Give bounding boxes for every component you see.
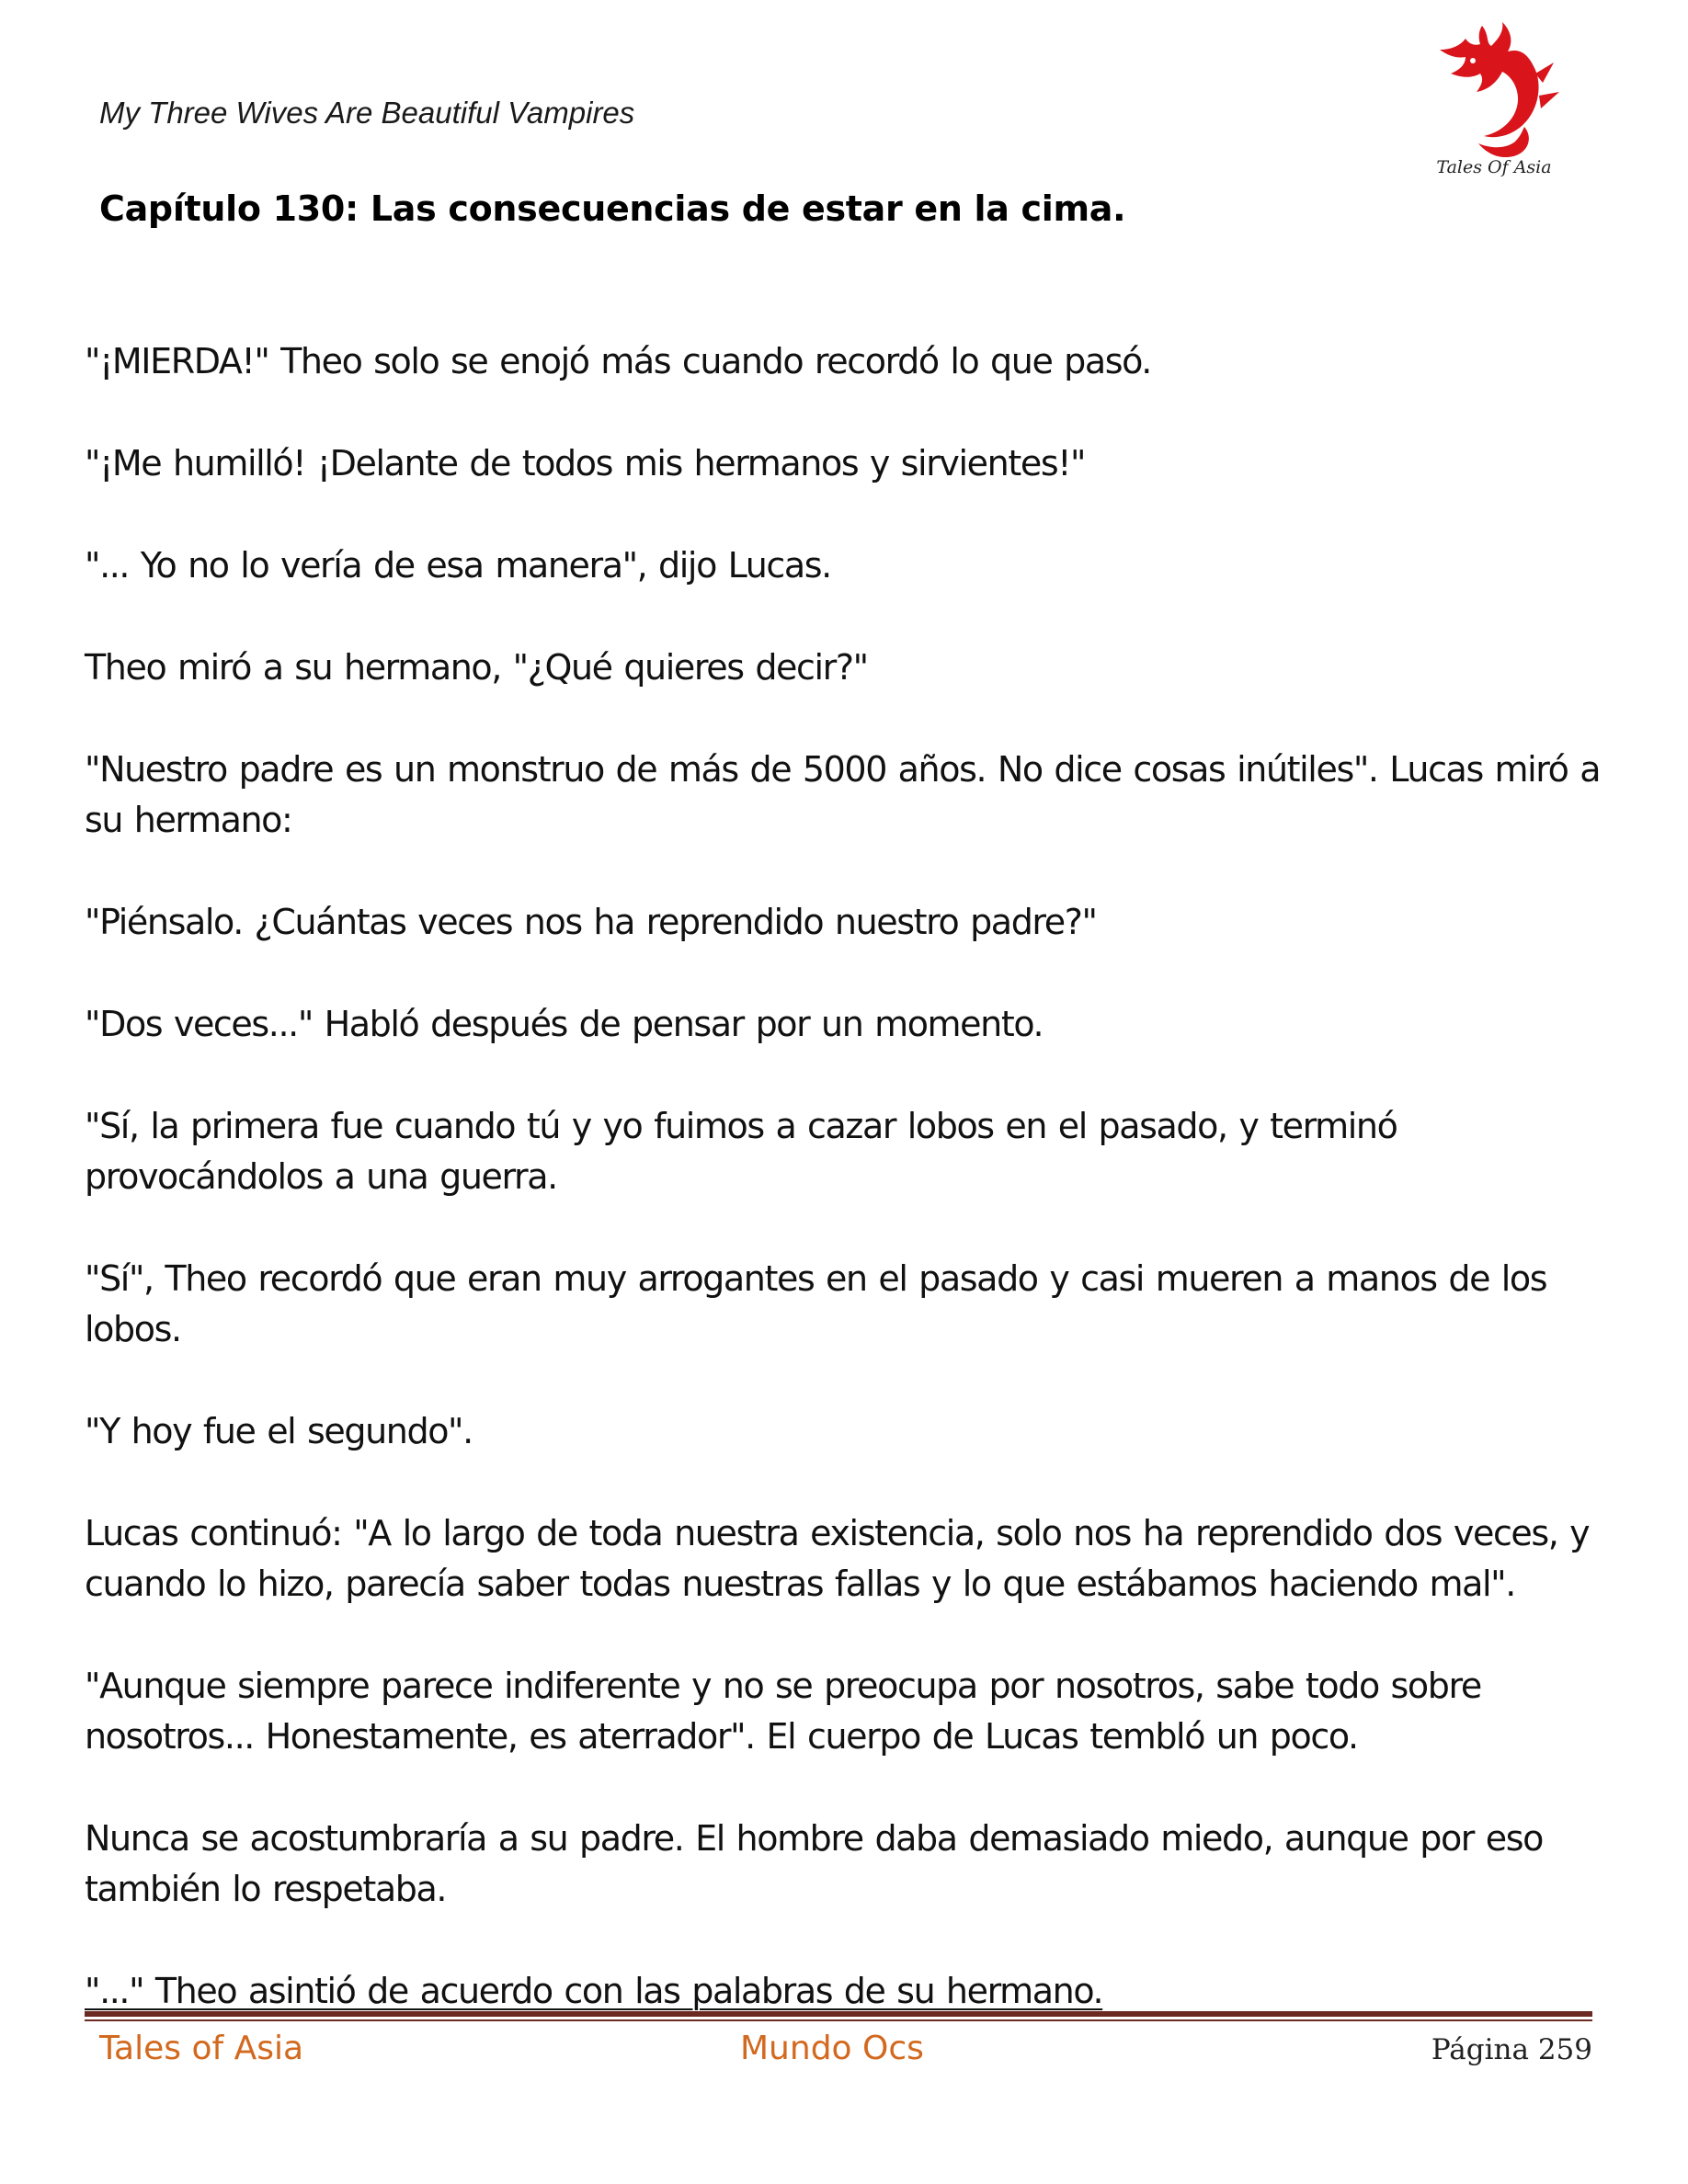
paragraph: Nunca se acostumbraría a su padre. El hombre daba demasiado miedo, aunque por eso también lo respetaba. <box>85 1818 1543 1909</box>
chapter-body <box>85 336 1611 2017</box>
paragraph: "Sí, la primera fue cuando tú y yo fuimos a cazar lobos en el pasado, y terminó provocándolos a una guerra. <box>85 1106 1397 1197</box>
paragraph: "Sí", Theo recordó que eran muy arrogantes en el pasado y casi mueren a manos de los lobos. <box>85 1258 1547 1349</box>
paragraph: "Nuestro padre es un monstruo de más de 5000 años. No dice cosas inútiles". Lucas miró a su hermano: <box>85 749 1601 840</box>
logo-text: Tales Of Asia <box>1436 157 1552 177</box>
page-number: Página 259 <box>1431 2033 1592 2066</box>
paragraph: "... Yo no lo vería de esa manera", dijo Lucas. <box>85 545 831 586</box>
paragraph: "Dos veces..." Habló después de pensar por un momento. <box>85 1004 1044 1044</box>
paragraph: Lucas continuó: "A lo largo de toda nuestra existencia, solo nos ha reprendido dos veces, y cuando lo hizo, parecía saber todas nuestras fallas y lo que estábamos haciendo mal". <box>85 1513 1590 1604</box>
footer-divider-thin <box>85 2019 1592 2021</box>
paragraph: "¡Me humilló! ¡Delante de todos mis hermanos y sirvientes!" <box>85 443 1086 483</box>
paragraph: "..." Theo asintió de acuerdo con las palabras de su hermano. <box>85 1971 1103 2011</box>
paragraph: "Aunque siempre parece indiferente y no se preocupa por nosotros, sabe todo sobre nosotros... Honestamente, es aterrador". El cuerpo de Lucas tembló un poco. <box>85 1666 1481 1757</box>
red-dragon-icon <box>1440 22 1559 157</box>
paragraph: "Piénsalo. ¿Cuántas veces nos ha reprendido nuestro padre?" <box>85 902 1097 942</box>
book-title: My Three Wives Are Beautiful Vampires <box>99 96 635 130</box>
chapter-title: Capítulo 130: Las consecuencias de estar en la cima. <box>99 188 1126 229</box>
footer-publisher: Tales of Asia <box>99 2030 304 2067</box>
paragraph: "¡MIERDA!" Theo solo se enojó más cuando recordó lo que pasó. <box>85 341 1151 381</box>
footer-divider <box>85 2011 1592 2017</box>
paragraph: Theo miró a su hermano, "¿Qué quieres decir?" <box>85 647 868 688</box>
footer-center-text: Mundo Ocs <box>740 2030 924 2067</box>
paragraph: "Y hoy fue el segundo". <box>85 1411 473 1451</box>
tales-of-asia-logo <box>1425 18 1563 179</box>
